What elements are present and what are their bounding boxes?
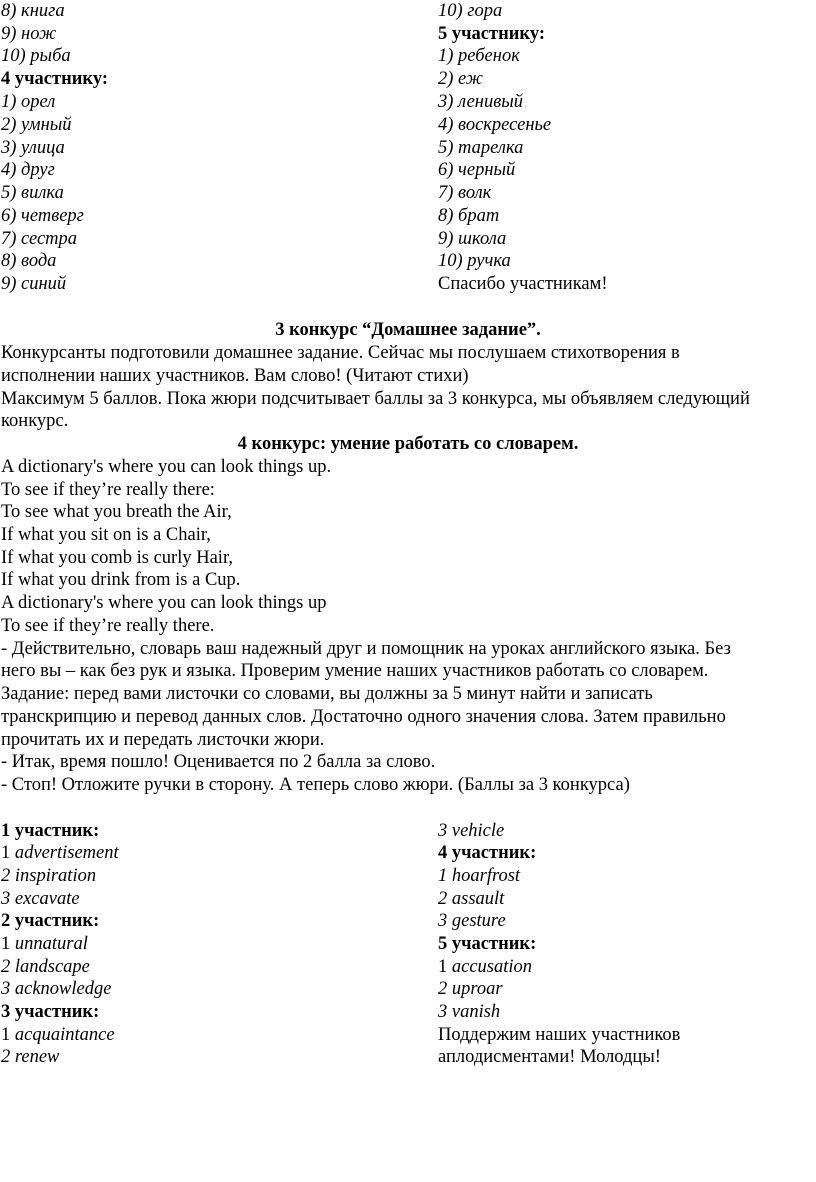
list-item: 1) орел	[1, 92, 56, 112]
list-item: 3) улица	[1, 138, 65, 158]
word-number: 1	[438, 957, 452, 977]
list-item: 8) брат	[438, 206, 500, 226]
poem-line: A dictionary's where you can look things up.	[1, 457, 332, 477]
participant-heading: 3 участник:	[1, 1002, 100, 1022]
list-item: 5) тарелка	[438, 138, 524, 158]
paragraph-line: Максимум 5 баллов. Пока жюри подсчитывает баллы за 3 конкурса, мы объявляем следующий	[1, 389, 750, 409]
participant-heading: 4 участник:	[438, 843, 537, 863]
word-item: 2 inspiration	[1, 866, 97, 886]
list-item: 7) сестра	[1, 229, 78, 249]
word-text: unnatural	[14, 934, 88, 954]
paragraph-line: Задание: перед вами листочки со словами, вы должны за 5 минут найти и записать	[1, 684, 653, 704]
paragraph-line: - Стоп! Отложите ручки в сторону. А теперь слово жюри. (Баллы за 3 конкурса)	[1, 775, 630, 795]
list-item: 1) ребенок	[438, 46, 520, 66]
word-item: 3 gesture	[438, 911, 506, 931]
participant-heading: 1 участник:	[1, 821, 100, 841]
list-item: 3) ленивый	[438, 92, 524, 112]
closing-text: Поддержим наших участников	[438, 1025, 681, 1045]
contest-3-heading: 3 конкурс “Домашнее задание”.	[275, 320, 541, 340]
word-text: acquaintance	[14, 1025, 115, 1045]
word-item	[438, 956, 532, 978]
list-item: 4) воскресенье	[438, 115, 552, 135]
list-item: 2) еж	[438, 69, 483, 89]
list-item: 10) гора	[438, 1, 503, 21]
poem-line: If what you comb is curly Hair,	[1, 548, 233, 568]
paragraph-line: транскрипцию и перевод данных слов. Достаточно одного значения слова. Затем правильно	[1, 707, 726, 727]
poem-line: To see what you breath the Air,	[1, 502, 232, 522]
paragraph-line: Конкурсанты подготовили домашнее задание. Сейчас мы послушаем стихотворения в	[1, 343, 680, 363]
word-item: 2 uproar	[438, 979, 503, 999]
closing-text: аплодисментами! Молодцы!	[438, 1047, 661, 1067]
paragraph-line: него вы – как без рук и языка. Проверим умение наших участников работать со словарем.	[1, 661, 709, 681]
participant-heading: 5 участник:	[438, 934, 537, 954]
list-item: 9) синий	[1, 274, 67, 294]
paragraph-line: исполнении наших участников. Вам слово! (Читают стихи)	[1, 366, 469, 386]
participant-heading: 5 участнику:	[438, 24, 545, 44]
list-item: 10) рыба	[1, 46, 71, 66]
paragraph-line: - Итак, время пошло! Оцениваетcя по 2 балла за слово.	[1, 752, 436, 772]
word-item: 1 hoarfrost	[438, 866, 521, 886]
poem-line: If what you sit on is a Chair,	[1, 525, 211, 545]
list-item: 8) книга	[1, 1, 65, 21]
word-item: 3 vanish	[438, 1002, 501, 1022]
poem-line: To see if they’re really there.	[1, 616, 215, 636]
list-item: 7) волк	[438, 183, 492, 203]
word-text: advertisement	[14, 843, 119, 863]
word-item: 3 vehicle	[438, 821, 505, 841]
word-item	[1, 933, 88, 955]
contest-4-heading: 4 конкурс: умение работать со словарем.	[237, 434, 579, 454]
word-item: 3 excavate	[1, 889, 80, 909]
list-item: 2) умный	[1, 115, 72, 135]
word-item: 2 landscape	[1, 957, 90, 977]
word-item: 2 assault	[438, 889, 505, 909]
word-item	[1, 842, 119, 864]
word-number: 1	[1, 1025, 15, 1045]
paragraph-line: конкурс.	[1, 411, 69, 431]
word-item	[1, 1024, 115, 1046]
list-item: 9) школа	[438, 229, 507, 249]
list-item: 8) вода	[1, 251, 57, 271]
participant-heading: 4 участнику:	[1, 69, 108, 89]
word-text: accusation	[451, 957, 533, 977]
word-item: 2 renew	[1, 1047, 60, 1067]
list-item: 9) нож	[1, 24, 57, 44]
poem-line: If what you drink from is a Cup.	[1, 570, 241, 590]
list-item: 4) друг	[1, 160, 55, 180]
paragraph-line: прочитать их и передать листочки жюри.	[1, 730, 325, 750]
participant-heading: 2 участник:	[1, 911, 100, 931]
word-item: 3 acknowledge	[1, 979, 112, 999]
thanks-text: Спасибо участникам!	[438, 274, 608, 294]
poem-line: A dictionary's where you can look things up	[1, 593, 327, 613]
list-item: 6) черный	[438, 160, 516, 180]
list-item: 5) вилка	[1, 183, 64, 203]
word-number: 1	[1, 934, 15, 954]
word-number: 1	[1, 843, 15, 863]
paragraph-line: - Действительно, словарь ваш надежный друг и помощник на уроках английского языка. Без	[1, 639, 731, 659]
poem-line: To see if they’re really there:	[1, 480, 215, 500]
list-item: 6) четверг	[1, 206, 84, 226]
list-item: 10) ручка	[438, 251, 511, 271]
